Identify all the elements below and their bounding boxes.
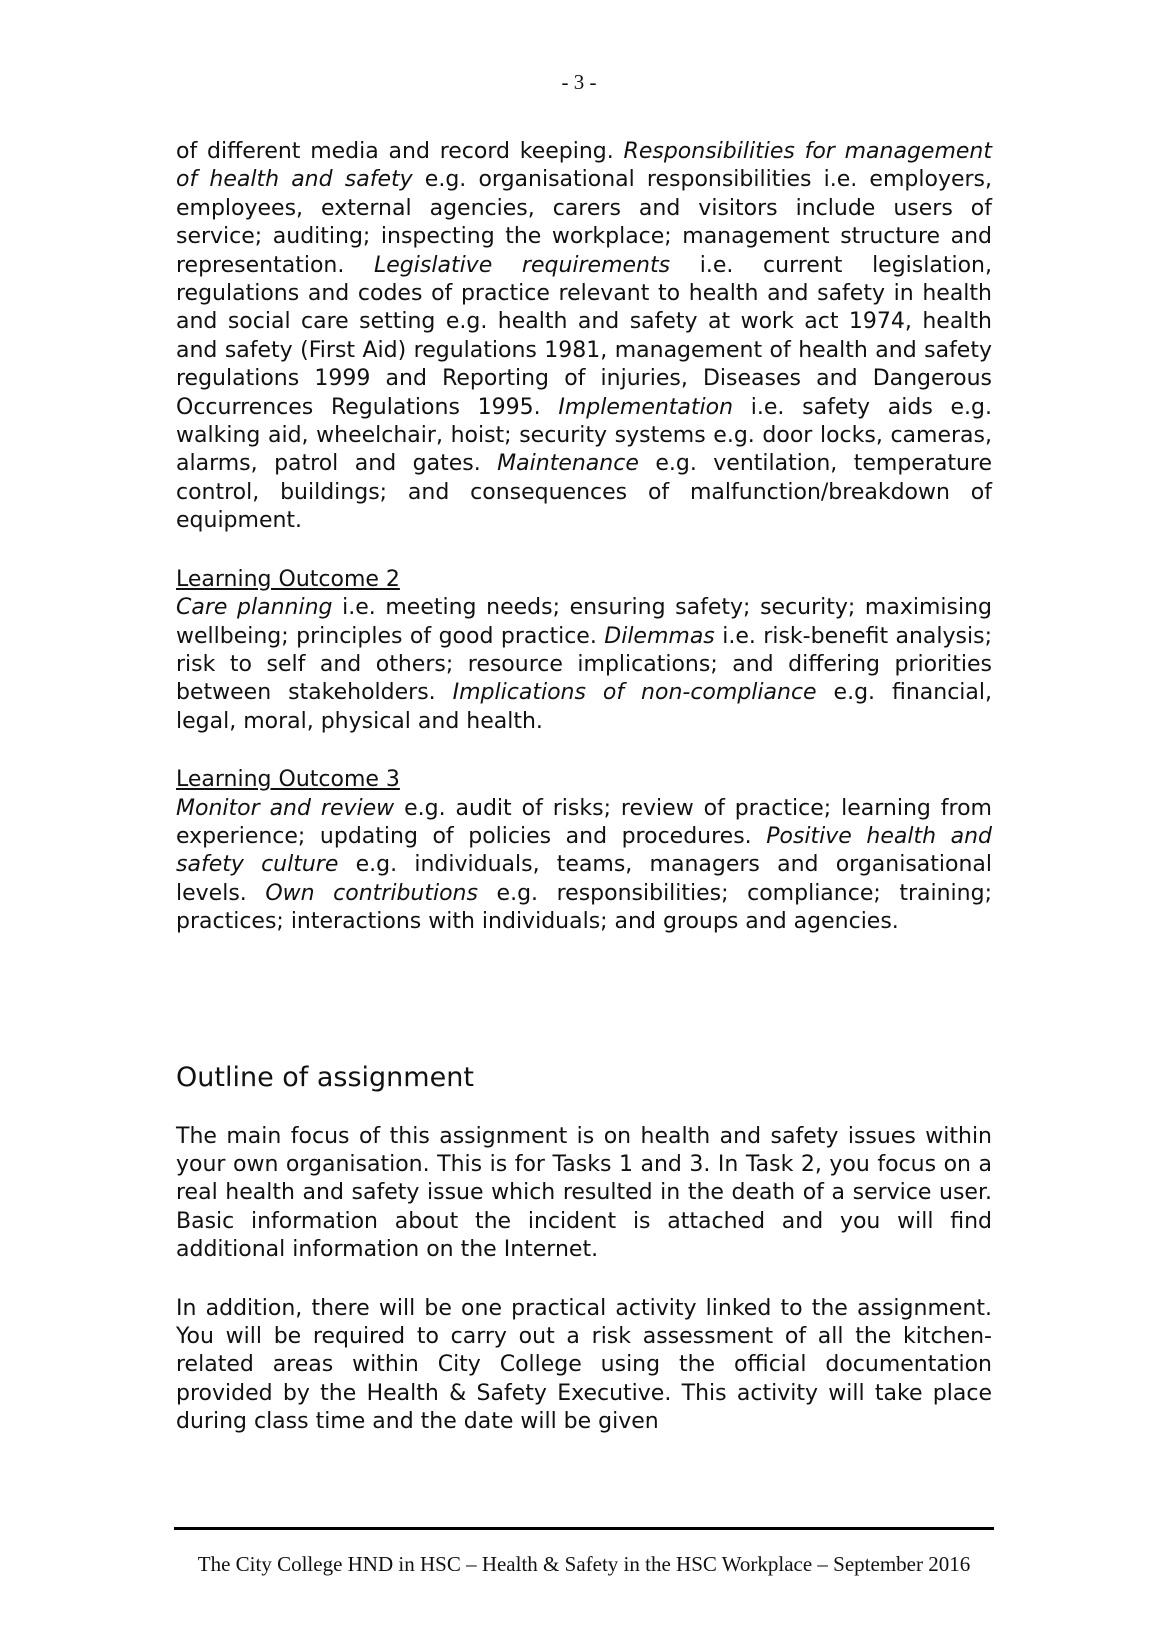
italic-term: Care planning (176, 595, 333, 621)
text-run: e.g. responsibilities; compliance; training; practices; interactions with individuals; and groups and agencies. (176, 880, 992, 935)
italic-term: Implementation (558, 394, 734, 420)
criteria-paragraph-lo2 (176, 594, 992, 736)
learning-outcome-3-heading: Learning Outcome 3 (176, 767, 400, 793)
outline-paragraph-1: The main focus of this assignment is on health and safety issues within your own organisation. This is for Tasks 1 and 3. In Task 2, you focus on a real health and safety issue which resulted in the death of a service user. Basic information about the incident is attached and you will find additional information on the Internet. (176, 1123, 992, 1263)
text-run: e.g. organisational responsibilities i.e. employers, employees, external agencies, carers and visitors include users of service; auditing; inspecting the workplace; management structure and representation. (176, 167, 992, 278)
criteria-paragraph-lo3 (176, 795, 992, 937)
page-number: - 3 - (561, 70, 597, 94)
footer-divider (174, 1527, 994, 1530)
text-run: e.g. audit of risks; review of practice; learning from experience; updating of policies and procedures. (176, 795, 992, 849)
text-run: of different media and record keeping. (176, 139, 624, 164)
italic-term: Positive health and safety culture (176, 823, 992, 878)
text-run: e.g. individuals, teams, managers and organisational levels. (176, 852, 992, 906)
italic-term: Monitor and review (176, 795, 395, 821)
italic-term: Implications of non-compliance (452, 680, 817, 706)
outline-heading: Outline of assignment (176, 1061, 474, 1093)
footer-text: The City College HND in HSC – Health & Safety in the HSC Workplace – September 2016 (197, 1552, 971, 1576)
italic-term: Own contributions (265, 880, 478, 906)
learning-outcome-2-heading: Learning Outcome 2 (176, 566, 400, 592)
italic-term: Responsibilities for management of health and safety (176, 139, 992, 193)
italic-term: Dilemmas (604, 623, 715, 649)
text-run: e.g. ventilation, temperature control, buildings; and consequences of malfunction/breakdown of equipment. (176, 451, 993, 534)
text-run: i.e. safety aids e.g. walking aid, wheelchair, hoist; security systems e.g. door locks, cameras, alarms, patrol and gates. (176, 394, 992, 477)
text-run: e.g. financial, legal, moral, physical and health. (176, 680, 993, 734)
italic-term: Maintenance (497, 451, 639, 477)
criteria-paragraph-lo1 (176, 138, 992, 536)
text-run: i.e. risk-benefit analysis; risk to self and others; resource implications; and differing priorities between stakeholders. (176, 623, 992, 706)
page-content (176, 138, 992, 1437)
text-run: i.e. meeting needs; ensuring safety; security; maximising wellbeing; principles of good practice. (176, 595, 992, 649)
italic-term: Legislative requirements (374, 252, 671, 278)
outline-paragraph-2: In addition, there will be one practical activity linked to the assignment. You will be required to carry out a risk assessment of all the kitchen-related areas within City College using the official documentation provided by the Health & Safety Executive. This activity will take place during class time and the date will be given (176, 1295, 992, 1435)
text-run: i.e. current legislation, regulations and codes of practice relevant to health and safety in health and social care setting e.g. health and safety at work act 1974, health and safety (First Aid) regulations 1981, management of health and safety regulations 1999 and Reporting of injuries, Diseases and Dangerous Occurrences Regulations 1995. (176, 252, 992, 420)
